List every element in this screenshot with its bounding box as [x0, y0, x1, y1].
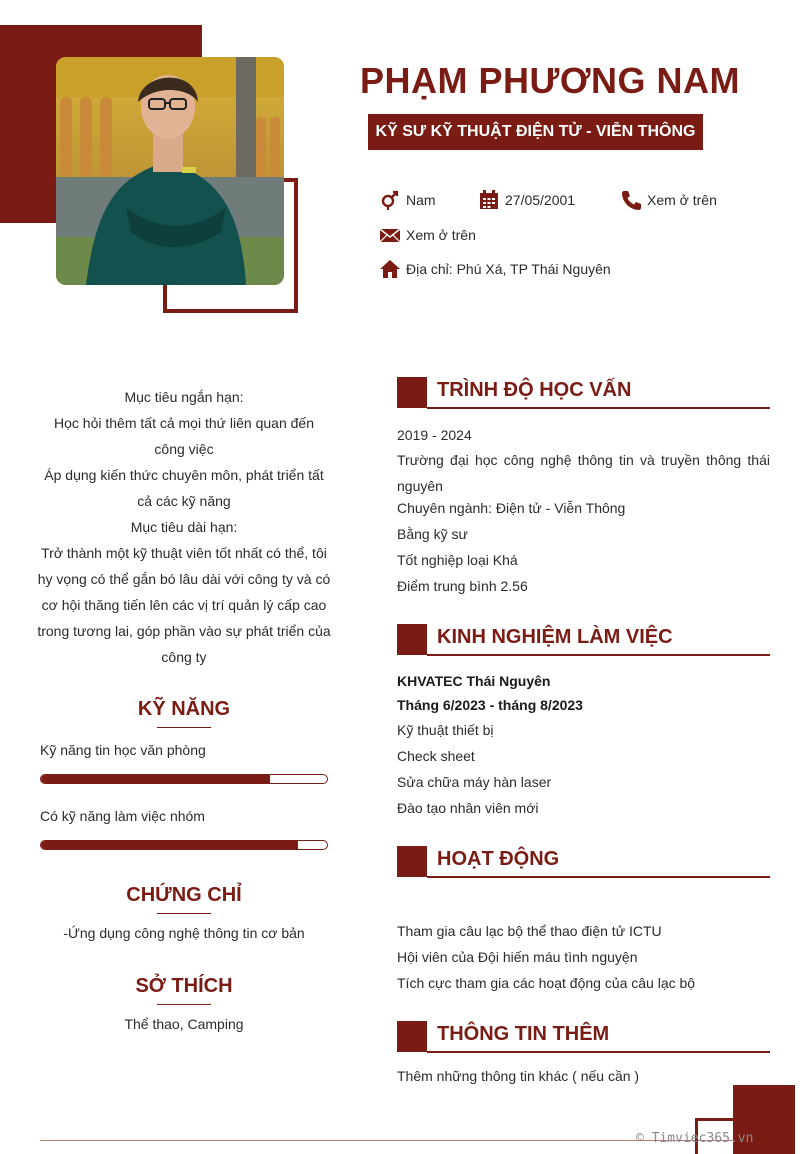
profile-photo: [56, 57, 284, 285]
objective-line: Mục tiêu dài hạn:: [130, 519, 238, 535]
hobbies-heading: SỞ THÍCH: [30, 975, 338, 1005]
contact-phone: [621, 190, 717, 210]
experience-period: Tháng 6/2023 - tháng 8/2023: [397, 697, 583, 713]
job-title-badge: [368, 114, 703, 150]
objective-line: Áp dụng kiến thức chuyên môn, phát triển tất cả các kỹ năng: [44, 467, 324, 509]
skill-bar: [40, 774, 328, 784]
section-title: THÔNG TIN THÊM: [437, 1023, 610, 1045]
section-marker: [397, 624, 427, 655]
heading-underline: [157, 727, 211, 728]
activity-item: Tham gia câu lạc bộ thể thao điện tử ICTU: [397, 923, 662, 939]
education-school: Trường đại học công nghệ thông tin và truyền thông thái nguyên: [397, 452, 770, 494]
skill-label: Kỹ năng tin học văn phòng: [40, 742, 206, 758]
education-major: Chuyên ngành: Điện tử - Viễn Thông: [397, 500, 626, 516]
experience-section-header: [397, 624, 770, 656]
skill-bar-fill: [41, 841, 298, 849]
section-marker: [397, 846, 427, 877]
section-rule: [427, 654, 770, 656]
gender-value: Nam: [406, 192, 436, 208]
section-rule: [427, 1051, 770, 1053]
contact-birthday: [479, 190, 575, 210]
job-title: KỸ SƯ KỸ THUẬT ĐIỆN TỬ - VIỄN THÔNG: [375, 123, 696, 140]
skill-bar-fill: [41, 775, 270, 783]
section-marker: [397, 377, 427, 408]
activity-item: Hội viên của Đội hiến máu tình nguyện: [397, 949, 638, 965]
objective-line: Mục tiêu ngắn hạn:: [124, 389, 244, 405]
skill-label: Có kỹ năng làm việc nhóm: [40, 808, 205, 824]
education-period: 2019 - 2024: [397, 427, 472, 443]
candidate-name: PHẠM PHƯƠNG NAM: [359, 60, 741, 101]
heading-underline: [157, 913, 211, 914]
contact-gender: [380, 190, 436, 210]
section-marker: [397, 1021, 427, 1052]
contact-address: [380, 259, 611, 279]
additional-info-section-header: [397, 1021, 770, 1053]
education-gpa: Điểm trung bình 2.56: [397, 578, 528, 594]
contact-email: [380, 225, 476, 245]
watermark: © Timviec365.vn: [636, 1131, 754, 1146]
address-value: Địa chỉ: Phú Xá, TP Thái Nguyên: [406, 261, 611, 277]
section-title: TRÌNH ĐỘ HỌC VẤN: [437, 379, 632, 401]
section-title: KINH NGHIỆM LÀM VIỆC: [437, 626, 673, 648]
calendar-icon: [479, 190, 499, 210]
career-objective: [30, 384, 338, 670]
experience-company: KHVATEC Thái Nguyên: [397, 673, 551, 689]
certificates-heading: CHỨNG CHỈ: [30, 884, 338, 914]
experience-task: Sửa chữa máy hàn laser: [397, 774, 552, 790]
activities-section-header: [397, 846, 770, 878]
mail-icon: [380, 225, 400, 245]
education-degree: Bằng kỹ sư: [397, 526, 468, 542]
birthday-value: 27/05/2001: [505, 192, 576, 208]
footer-rule: [40, 1140, 740, 1141]
objective-line: Học hỏi thêm tất cả mọi thứ liên quan đến công việc: [54, 415, 314, 457]
section-rule: [427, 407, 770, 409]
phone-value: Xem ở trên: [647, 192, 717, 208]
skill-bar: [40, 840, 328, 850]
experience-task: Kỹ thuật thiết bị: [397, 722, 494, 738]
objective-line: Trở thành một kỹ thuật viên tốt nhất có thể, tôi hy vọng có thể gắn bó lâu dài với công ty và có cơ hội thăng tiến lên các vị trí quản lý cấp cao trong tương lai, góp phần vào sự phát triển của công ty: [37, 545, 331, 665]
section-title: HOẠT ĐỘNG: [437, 848, 560, 870]
certificate-text: -Ứng dụng công nghệ thông tin cơ bản: [63, 925, 305, 941]
education-grade: Tốt nghiệp loại Khá: [397, 552, 518, 568]
section-rule: [427, 876, 770, 878]
experience-task: Check sheet: [397, 748, 475, 764]
experience-task: Đào tạo nhân viên mới: [397, 800, 539, 816]
home-icon: [380, 259, 400, 279]
phone-icon: [621, 190, 641, 210]
gender-icon: [380, 190, 400, 210]
hobbies-text: Thể thao, Camping: [124, 1016, 244, 1032]
skills-heading: KỸ NĂNG: [30, 698, 338, 728]
additional-info-text: Thêm những thông tin khác ( nếu cần ): [397, 1068, 640, 1084]
email-value: Xem ở trên: [406, 227, 476, 243]
heading-underline: [157, 1004, 211, 1005]
activity-item: Tích cực tham gia các hoạt động của câu lạc bộ: [397, 975, 696, 991]
education-section-header: [397, 377, 770, 409]
